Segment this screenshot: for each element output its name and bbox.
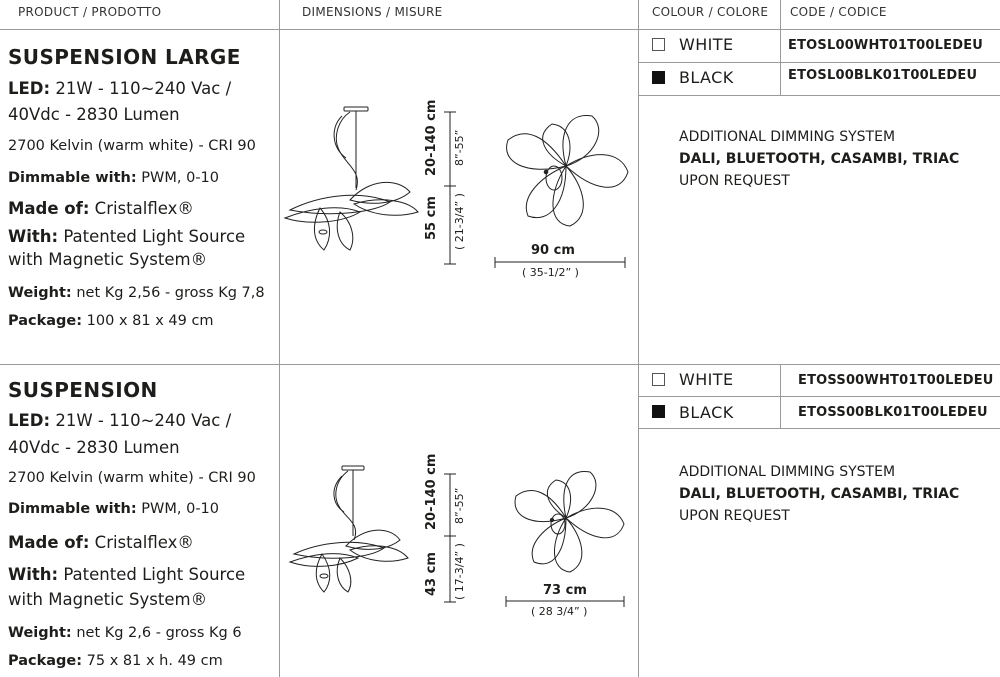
dimming-note [679, 461, 959, 527]
dimming-line-1: ADDITIONAL DIMMING SYSTEM [679, 129, 896, 145]
spec-led-cont: 40Vdc - 2830 Lumen [8, 105, 180, 124]
spec-dimmable [8, 170, 219, 186]
spec-dimmable-label: Dimmable with: [8, 501, 137, 517]
black-swatch [652, 71, 665, 84]
spec-led-cont: 40Vdc - 2830 Lumen [8, 438, 180, 457]
row2-code-rule-b [638, 428, 1000, 429]
header-product: PRODUCT / PRODOTTO [18, 5, 162, 19]
spec-with [8, 227, 245, 246]
width-in: ( 35-1/2” ) [522, 266, 579, 279]
spec-dimmable-value: PWM, 0-10 [136, 501, 219, 517]
spec-weight-label: Weight: [8, 625, 72, 641]
spec-weight [8, 285, 265, 301]
spec-material-value: Cristalflex® [89, 533, 194, 552]
spec-with-label: With: [8, 565, 59, 584]
spec-package-value: 100 x 81 x 49 cm [82, 313, 214, 329]
drop-length-cm: 20-140 cm [424, 453, 439, 530]
spec-dimmable-value: PWM, 0-10 [136, 170, 219, 186]
drop-length-cm: 20-140 cm [424, 99, 439, 176]
spec-dimmable-label: Dimmable with: [8, 170, 137, 186]
colour-white-label: WHITE [679, 370, 734, 389]
spec-led-value: 21W - 110~240 Vac / [50, 79, 232, 98]
lamp-side-view-drawing [280, 100, 430, 260]
drop-length-in: 8”-55” [453, 487, 466, 524]
header-dimensions: DIMENSIONS / MISURE [302, 5, 443, 19]
code-white: ETOSS00WHT01T00LEDEU [798, 373, 994, 388]
spec-with-cont: with Magnetic System® [8, 250, 208, 269]
lamp-side-view-drawing [286, 462, 416, 602]
spec-with-value: Patented Light Source [58, 565, 246, 584]
spec-led [8, 411, 231, 430]
spec-material-label: Made of: [8, 533, 90, 552]
white-swatch [652, 38, 665, 51]
spec-weight [8, 625, 242, 641]
black-swatch [652, 405, 665, 418]
dimming-note [679, 126, 959, 192]
header-colour: COLOUR / COLORE [652, 5, 769, 19]
spec-package-label: Package: [8, 653, 83, 669]
spec-material [8, 199, 194, 218]
divider-colour-code-top [780, 0, 781, 96]
white-swatch [652, 373, 665, 386]
spec-package [8, 313, 214, 329]
product-title: SUSPENSION LARGE [8, 45, 241, 69]
spec-material-value: Cristalflex® [89, 199, 194, 218]
spec-with-value: Patented Light Source [58, 227, 246, 246]
code-black: ETOSL00BLK01T00LEDEU [788, 68, 978, 83]
dimming-line-1: ADDITIONAL DIMMING SYSTEM [679, 464, 896, 480]
colour-black-label: BLACK [679, 68, 734, 87]
spec-dimmable [8, 501, 219, 517]
spec-kelvin: 2700 Kelvin (warm white) - CRI 90 [8, 470, 256, 486]
colour-white-label: WHITE [679, 35, 734, 54]
spec-led-value: 21W - 110~240 Vac / [50, 411, 232, 430]
spec-package-label: Package: [8, 313, 83, 329]
product-title: SUSPENSION [8, 378, 158, 402]
height-in: ( 17-3/4” ) [453, 543, 466, 600]
height-cm: 55 cm [424, 196, 439, 240]
dimming-line-3: UPON REQUEST [679, 173, 790, 189]
height-in: ( 21-3/4” ) [453, 193, 466, 250]
header-rule [0, 29, 1000, 30]
spec-led-label: LED: [8, 411, 51, 430]
dimming-line-2: DALI, BLUETOOTH, CASAMBI, TRIAC [679, 151, 960, 167]
width-cm: 73 cm [543, 583, 587, 598]
spec-led [8, 79, 231, 98]
dimming-line-2: DALI, BLUETOOTH, CASAMBI, TRIAC [679, 486, 960, 502]
spec-material-label: Made of: [8, 199, 90, 218]
row2-code-rule-a [638, 396, 1000, 397]
code-black: ETOSS00BLK01T00LEDEU [798, 405, 988, 420]
divider-dimensions-colour [638, 0, 639, 677]
spec-weight-value: net Kg 2,6 - gross Kg 6 [71, 625, 242, 641]
spec-weight-label: Weight: [8, 285, 72, 301]
colour-black-label: BLACK [679, 403, 734, 422]
lamp-top-view-drawing [506, 462, 630, 578]
height-cm: 43 cm [424, 552, 439, 596]
spec-with-label: With: [8, 227, 59, 246]
spec-package-value: 75 x 81 x h. 49 cm [82, 653, 223, 669]
section-rule [0, 364, 1000, 365]
spec-with-cont: with Magnetic System® [8, 590, 208, 609]
spec-kelvin: 2700 Kelvin (warm white) - CRI 90 [8, 138, 256, 154]
row1-code-rule-b [638, 95, 1000, 96]
spec-material [8, 533, 194, 552]
width-cm: 90 cm [531, 243, 575, 258]
dimming-line-3: UPON REQUEST [679, 508, 790, 524]
spec-package [8, 653, 223, 669]
lamp-top-view-drawing [496, 106, 636, 236]
spec-led-label: LED: [8, 79, 51, 98]
spec-weight-value: net Kg 2,56 - gross Kg 7,8 [71, 285, 265, 301]
row1-code-rule-a [638, 62, 1000, 63]
spec-with [8, 565, 245, 584]
width-in: ( 28 3/4” ) [531, 605, 588, 618]
header-code: CODE / CODICE [790, 5, 887, 19]
code-white: ETOSL00WHT01T00LEDEU [788, 38, 984, 53]
drop-length-in: 8”-55” [453, 129, 466, 166]
